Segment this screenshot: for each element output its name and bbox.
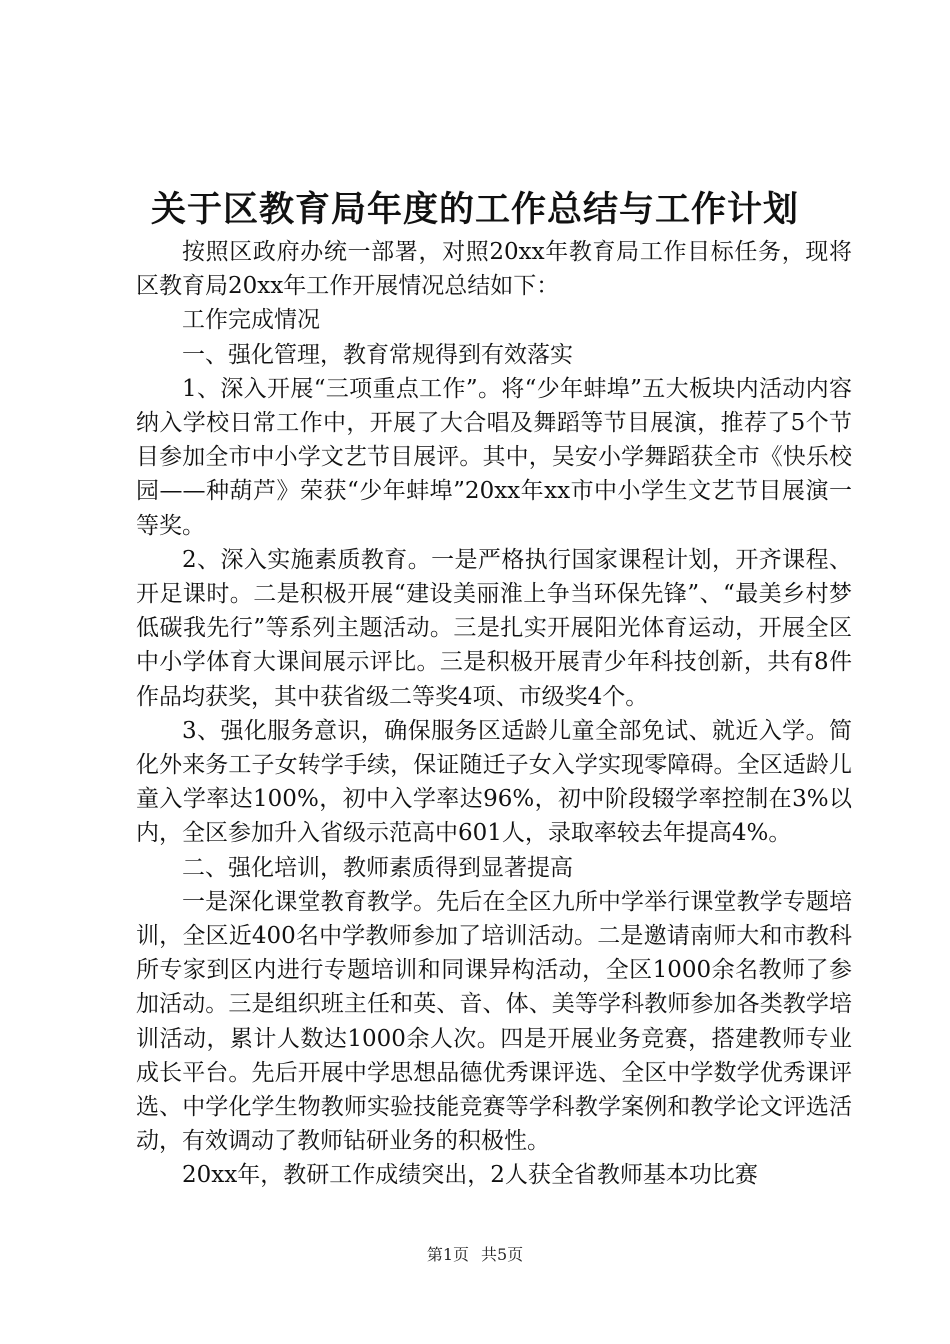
section-heading-work-status: 工作完成情况 — [182, 307, 320, 334]
page-footer — [0, 1243, 950, 1267]
document-body — [136, 235, 852, 1193]
page-number-total: 共5页 — [481, 1245, 524, 1264]
paragraph-item-1: 1、深入开展“三项重点工作”。将“少年蚌埠”五大板块内活动内容纳入学校日常工作中，开展了大合唱及舞蹈等节目展演，推荐了5个节目参加全市中小学文艺节目展评。其中，吴安小学舞蹈获全市《快乐校园——种葫芦》荣获“少年蚌埠”20xx年xx市中小学生文艺节目展演一等奖。 — [136, 375, 852, 539]
paragraph-research: 20xx年，教研工作成绩突出，2人获全省教师基本功比赛 — [182, 1162, 758, 1189]
section-heading-management: 一、强化管理，教育常规得到有效落实 — [182, 341, 573, 368]
paragraph-intro: 按照区政府办统一部署，对照20xx年教育局工作目标任务，现将区教育局20xx年工作开展情况总结如下： — [136, 239, 852, 300]
paragraph-training: 一是深化课堂教育教学。先后在全区九所中学举行课堂教学专题培训，全区近400名中学教师参加了培训活动。二是邀请南师大和市教科所专家到区内进行专题培训和同课异构活动，全区1000余名教师了参加活动。三是组织班主任和英、音、体、美等学科教师参加各类教学培训活动，累计人数达1000余人次。四是开展业务竞赛，搭建教师专业成长平台。先后开展中学思想品德优秀课评选、全区中学数学优秀课评选、中学化学生物教师实验技能竞赛等学科教学案例和教学论文评选活动，有效调动了教师钻研业务的积极性。 — [136, 888, 852, 1155]
paragraph-item-2: 2、深入实施素质教育。一是严格执行国家课程计划，开齐课程、开足课时。二是积极开展“建设美丽淮上争当环保先锋”、“最美乡村梦低碳我先行”等系列主题活动。三是扎实开展阳光体育运动，开展全区中小学体育大课间展示评比。三是积极开展青少年科技创新，共有8件作品均获奖，其中获省级二等奖4项、市级奖4个。 — [136, 546, 852, 710]
document-title: 关于区教育局年度的工作总结与工作计划 — [150, 189, 799, 230]
section-heading-training: 二、强化培训，教师素质得到显著提高 — [182, 854, 573, 881]
page-number-current: 第1页 — [426, 1245, 469, 1264]
paragraph-item-3: 3、强化服务意识，确保服务区适龄儿童全部免试、就近入学。简化外来务工子女转学手续，保证随迁子女入学实现零障碍。全区适龄儿童入学率达100%，初中入学率达96%，初中阶段辍学率控制在3%以内，全区参加升入省级示范高中601人，录取率较去年提高4%。 — [136, 717, 852, 847]
